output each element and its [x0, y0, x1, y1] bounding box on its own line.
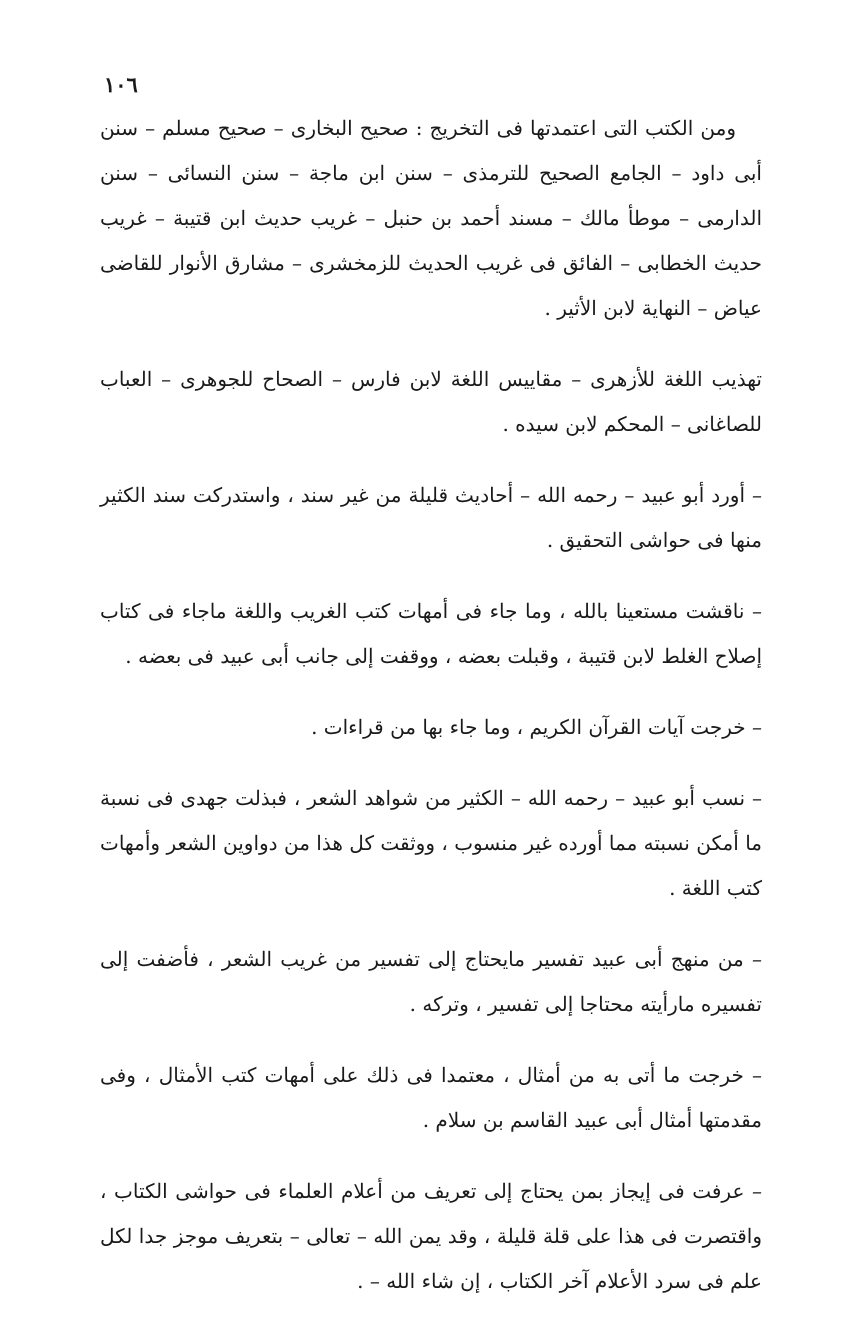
paragraph-islah-alghalat: – ناقشت مستعينا بالله ، وما جاء فى أمهات كتب الغريب واللغة ماجاء فى كتاب إصلاح الغلط لابن قتيبة ، وقبلت بعضه ، ووقفت إلى جانب أبى عبيد فى بعضه .	[100, 599, 762, 668]
paragraph-quran-verses: – خرجت آيات القرآن الكريم ، وما جاء بها من قراءات .	[311, 715, 762, 739]
page-body	[100, 106, 762, 1330]
paragraph-scholars: – عرفت فى إيجاز بمن يحتاج إلى تعريف من أعلام العلماء فى حواشى الكتاب ، واقتصرت فى هذا على قلة قليلة ، وقد يمن الله – تعالى – بتعريف موجز جدا لكل علم فى سرد الأعلام آخر الكتاب ، إن شاء الله – .	[100, 1179, 762, 1293]
paragraph-sources-lexicons: تهذيب اللغة للأزهرى – مقاييس اللغة لابن فارس – الصحاح للجوهرى – العباب للصاغانى – المحكم لابن سيده .	[100, 367, 762, 436]
paragraph-poetry-explanation: – من منهج أبى عبيد تفسير مايحتاج إلى تفسير من غريب الشعر ، فأضفت إلى تفسيره مارأيته محتاجا إلى تفسير ، وتركه .	[100, 947, 762, 1016]
paragraph-sources-hadith: ومن الكتب التى اعتمدتها فى التخريج : صحيح البخارى – صحيح مسلم – سنن أبى داود – الجامع الصحيح للترمذى – سنن ابن ماجة – سنن النسائى – سنن الدارمى – موطأ مالك – مسند أحمد بن حنبل – غريب حديث ابن قتيبة – غريب حديث الخطابى – الفائق فى غريب الحديث للزمخشرى – مشارق الأنوار للقاضى عياض – النهاية لابن الأثير .	[100, 116, 762, 320]
paragraph-proverbs: – خرجت ما أتى به من أمثال ، معتمدا فى ذلك على أمهات كتب الأمثال ، وفى مقدمتها أمثال أبى عبيد القاسم بن سلام .	[100, 1063, 762, 1132]
paragraph-isnad: – أورد أبو عبيد – رحمه الله – أحاديث قليلة من غير سند ، واستدركت سند الكثير منها فى حواشى التحقيق .	[100, 483, 762, 552]
page-number: ١٠٦	[104, 72, 138, 97]
paragraph-poetry-attribution: – نسب أبو عبيد – رحمه الله – الكثير من شواهد الشعر ، فبذلت جهدى فى نسبة ما أمكن نسبته مما أورده غير منسوب ، ووثقت كل هذا من دواوين الشعر وأمهات كتب اللغة .	[100, 786, 762, 900]
